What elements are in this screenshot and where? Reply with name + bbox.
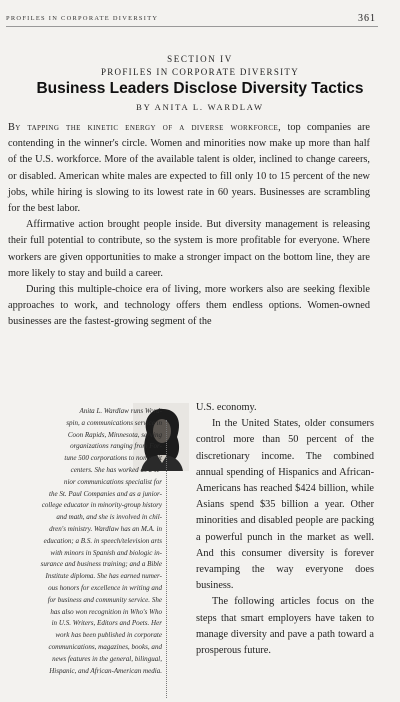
bio-divider <box>166 420 167 698</box>
bio-line: ous honors for excellence in writing and <box>48 583 162 592</box>
bio-line: nior communications specialist for <box>63 477 162 486</box>
article-body <box>8 120 370 331</box>
bio-line: Hispanic, and African-American media. <box>49 666 162 675</box>
bio-line: for business and community service. She <box>47 595 162 604</box>
bio-line: Coon Rapids, Minnesota, serving <box>67 430 162 439</box>
bio-line: communications, magazines, books, and <box>48 642 162 651</box>
section-label: SECTION IV <box>167 54 233 64</box>
bio-line: tune 500 corporations to nonprofit <box>64 454 162 463</box>
paragraph-1 <box>8 120 370 217</box>
page-number: 361 <box>358 13 376 24</box>
section-subtitle: PROFILES IN CORPORATE DIVERSITY <box>100 67 300 77</box>
paragraph-4: In the United States, older consumers control more than 50 percent of the discretionary income. The combined annual spending of Hispanics and African-Americans has reached $424 billion, while Asians spend $35 billion a year. Other minorities and disabled people are packing a powerful punch in the market as well. And this consumer diversity is forever revamping the way everyone does business. <box>196 418 374 592</box>
bio-line: Anita L. Wardlaw runs Word- <box>79 407 162 415</box>
paragraph-5: The following articles focus on the steps that smart employers have taken to manage diversity and pave a path toward a prosperous future. <box>196 596 374 657</box>
byline: BY ANITA L. WARDLAW <box>136 102 264 112</box>
bio-line: college educator in minority-group history <box>41 501 162 510</box>
bio-line: the St. Paul Companies and as a junior- <box>49 489 162 498</box>
article-column <box>196 400 374 659</box>
bio-line: education; a B.S. in speech/television arts <box>43 536 162 545</box>
bio-line: news features in the general, bilingual, <box>52 654 162 663</box>
bio-line: spin, a communications service in <box>66 418 162 427</box>
paragraph-3: During this multiple-choice era of living, more workers also are seeking flexible approaches to work, and technology offers them endless options. Women-owned businesses are the fastest-growing segment of the <box>8 284 370 328</box>
bio-line: centers. She has worked as a se- <box>70 465 162 474</box>
author-bio <box>10 406 162 677</box>
bio-line: has also won recognition in Who's Who <box>50 607 162 616</box>
bio-line: work has been published in corporate <box>55 631 162 640</box>
lead-in: By tapping the kinetic energy of a diverse workforce, <box>8 122 282 133</box>
running-head: PROFILES IN CORPORATE DIVERSITY <box>6 15 159 22</box>
bio-line: and math, and she is involved in chil- <box>56 513 162 522</box>
paragraph-2: Affirmative action brought people inside. But diversity management is releasing their full potential to contribute, so the system is more profitable for everyone. Where workers are given opportunities to make a stronger impact on the bottom line, they are more likely to stay and build a career. <box>8 219 370 279</box>
bio-line: Institute diploma. She has earned numer- <box>45 572 162 581</box>
bio-line: dren's ministry. Wardlaw has an M.A. in <box>49 524 162 533</box>
bio-line: organizations ranging from For- <box>70 442 162 451</box>
header-rule <box>6 26 378 27</box>
article-headline: Business Leaders Disclose Diversity Tactics <box>36 80 364 97</box>
paragraph-3-end: U.S. economy. <box>196 402 257 413</box>
bio-line: in U.S. Writers, Editors and Poets. Her <box>51 619 162 628</box>
paragraph-1-text: top companies are contending in the winner's circle. Women and minorities now make up more than half of the U.S. workforce. More of the available talent is older, inclined to change careers, or disabled. American white males are expected to fill only 10 to 15 percent of the new jobs, while hiring is slowing to its lowest rate in 60 years. Businesses are scrambling for the best labor. <box>8 122 370 215</box>
bio-line: surance and business training; and a Bible <box>40 560 162 569</box>
bio-line: with minors in Spanish and biologic in- <box>50 548 162 557</box>
